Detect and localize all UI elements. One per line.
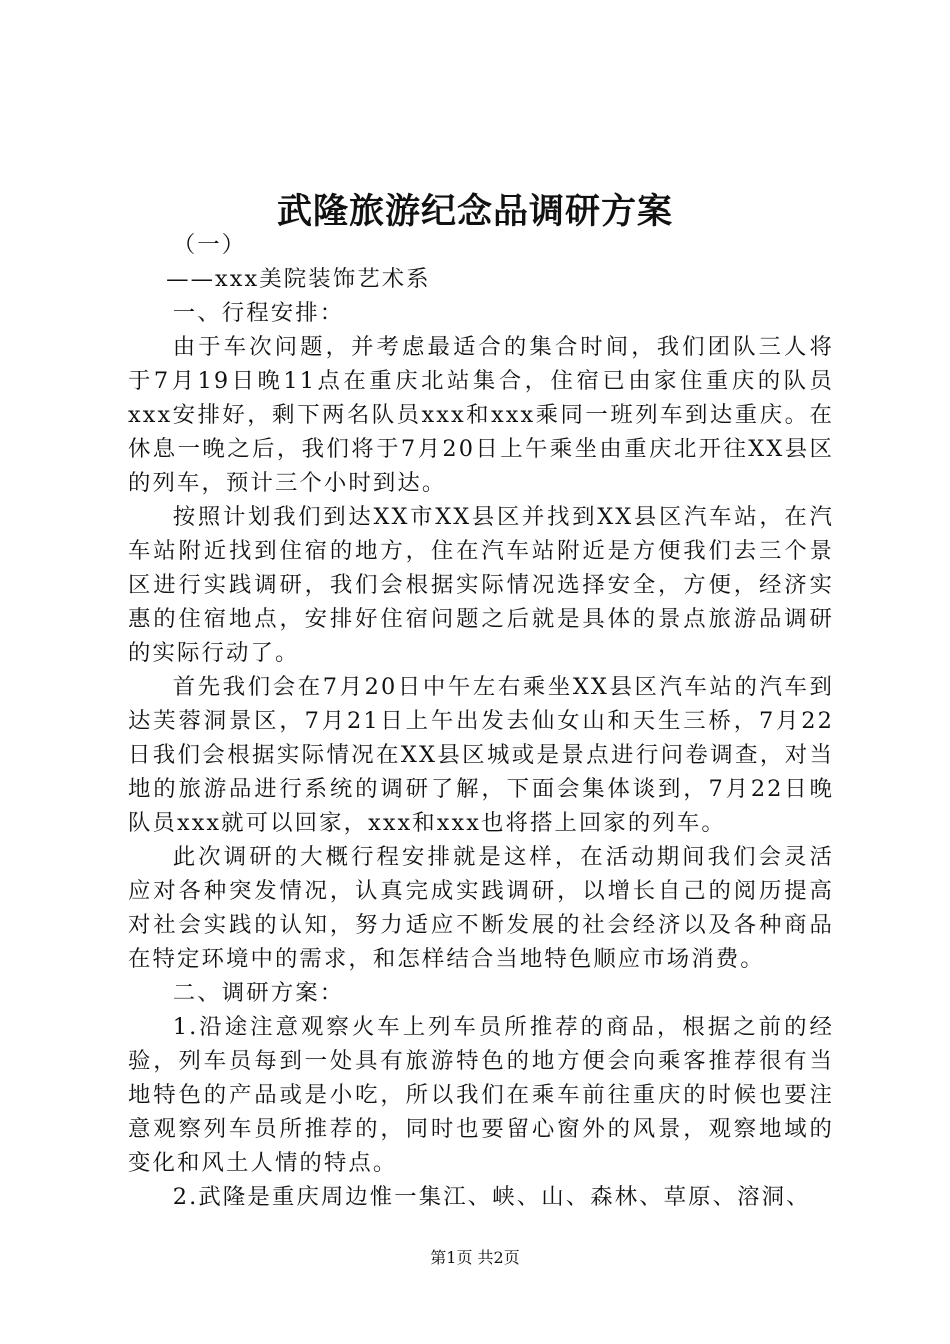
paragraph: 由于车次问题，并考虑最适合的集合时间，我们团队三人将于7月19日晚11点在重庆北站集合，住宿已由家住重庆的队员xxx安排好，剩下两名队员xxx和xxx乘同一班列车到达重庆。在休息一晚之后，我们将于7月20日上午乘坐由重庆北开往XX县区的列车，预计三个小时到达。	[128, 334, 834, 496]
document-body	[128, 228, 834, 1214]
section-subtitle: （一）	[172, 232, 247, 258]
paragraph: 2.武隆是重庆周边惟一集江、峡、山、森林、草原、溶洞、	[172, 1184, 811, 1210]
section-heading-schedule: 一、行程安排：	[172, 300, 345, 326]
section-heading-plan: 二、调研方案：	[172, 980, 345, 1006]
paragraph: 此次调研的大概行程安排就是这样，在活动期间我们会灵活应对各种突发情况，认真完成实践调研，以增长自己的阅历提高对社会实践的认知，努力适应不断发展的社会经济以及各种商品在特定环境中的需求，和怎样结合当地特色顺应市场消费。	[128, 844, 834, 972]
paragraph: 1.沿途注意观察火车上列车员所推荐的商品，根据之前的经验，列车员每到一处具有旅游特色的地方便会向乘客推荐很有当地特色的产品或是小吃，所以我们在乘车前往重庆的时候也要注意观察列车员所推荐的，同时也要留心窗外的风景，观察地域的变化和风土人情的特点。	[128, 1014, 834, 1176]
page-footer: 第1页 共2页	[430, 1248, 520, 1267]
author-line: ——xxx美院装饰艺术系	[166, 266, 431, 292]
paragraph: 首先我们会在7月20日中午左右乘坐XX县区汽车站的汽车到达芙蓉洞景区，7月21日上午出发去仙女山和天生三桥，7月22日我们会根据实际情况在XX县区城或是景点进行问卷调查，对当地的旅游品进行系统的调研了解，下面会集体谈到，7月22日晚队员xxx就可以回家，xxx和xxx也将搭上回家的列车。	[128, 674, 834, 836]
paragraph: 按照计划我们到达XX市XX县区并找到XX县区汽车站，在汽车站附近找到住宿的地方，住在汽车站附近是方便我们去三个景区进行实践调研，我们会根据实际情况选择安全，方便，经济实惠的住宿地点，安排好住宿问题之后就是具体的景点旅游品调研的实际行动了。	[128, 504, 834, 666]
document-title: 武隆旅游纪念品调研方案	[276, 191, 673, 232]
